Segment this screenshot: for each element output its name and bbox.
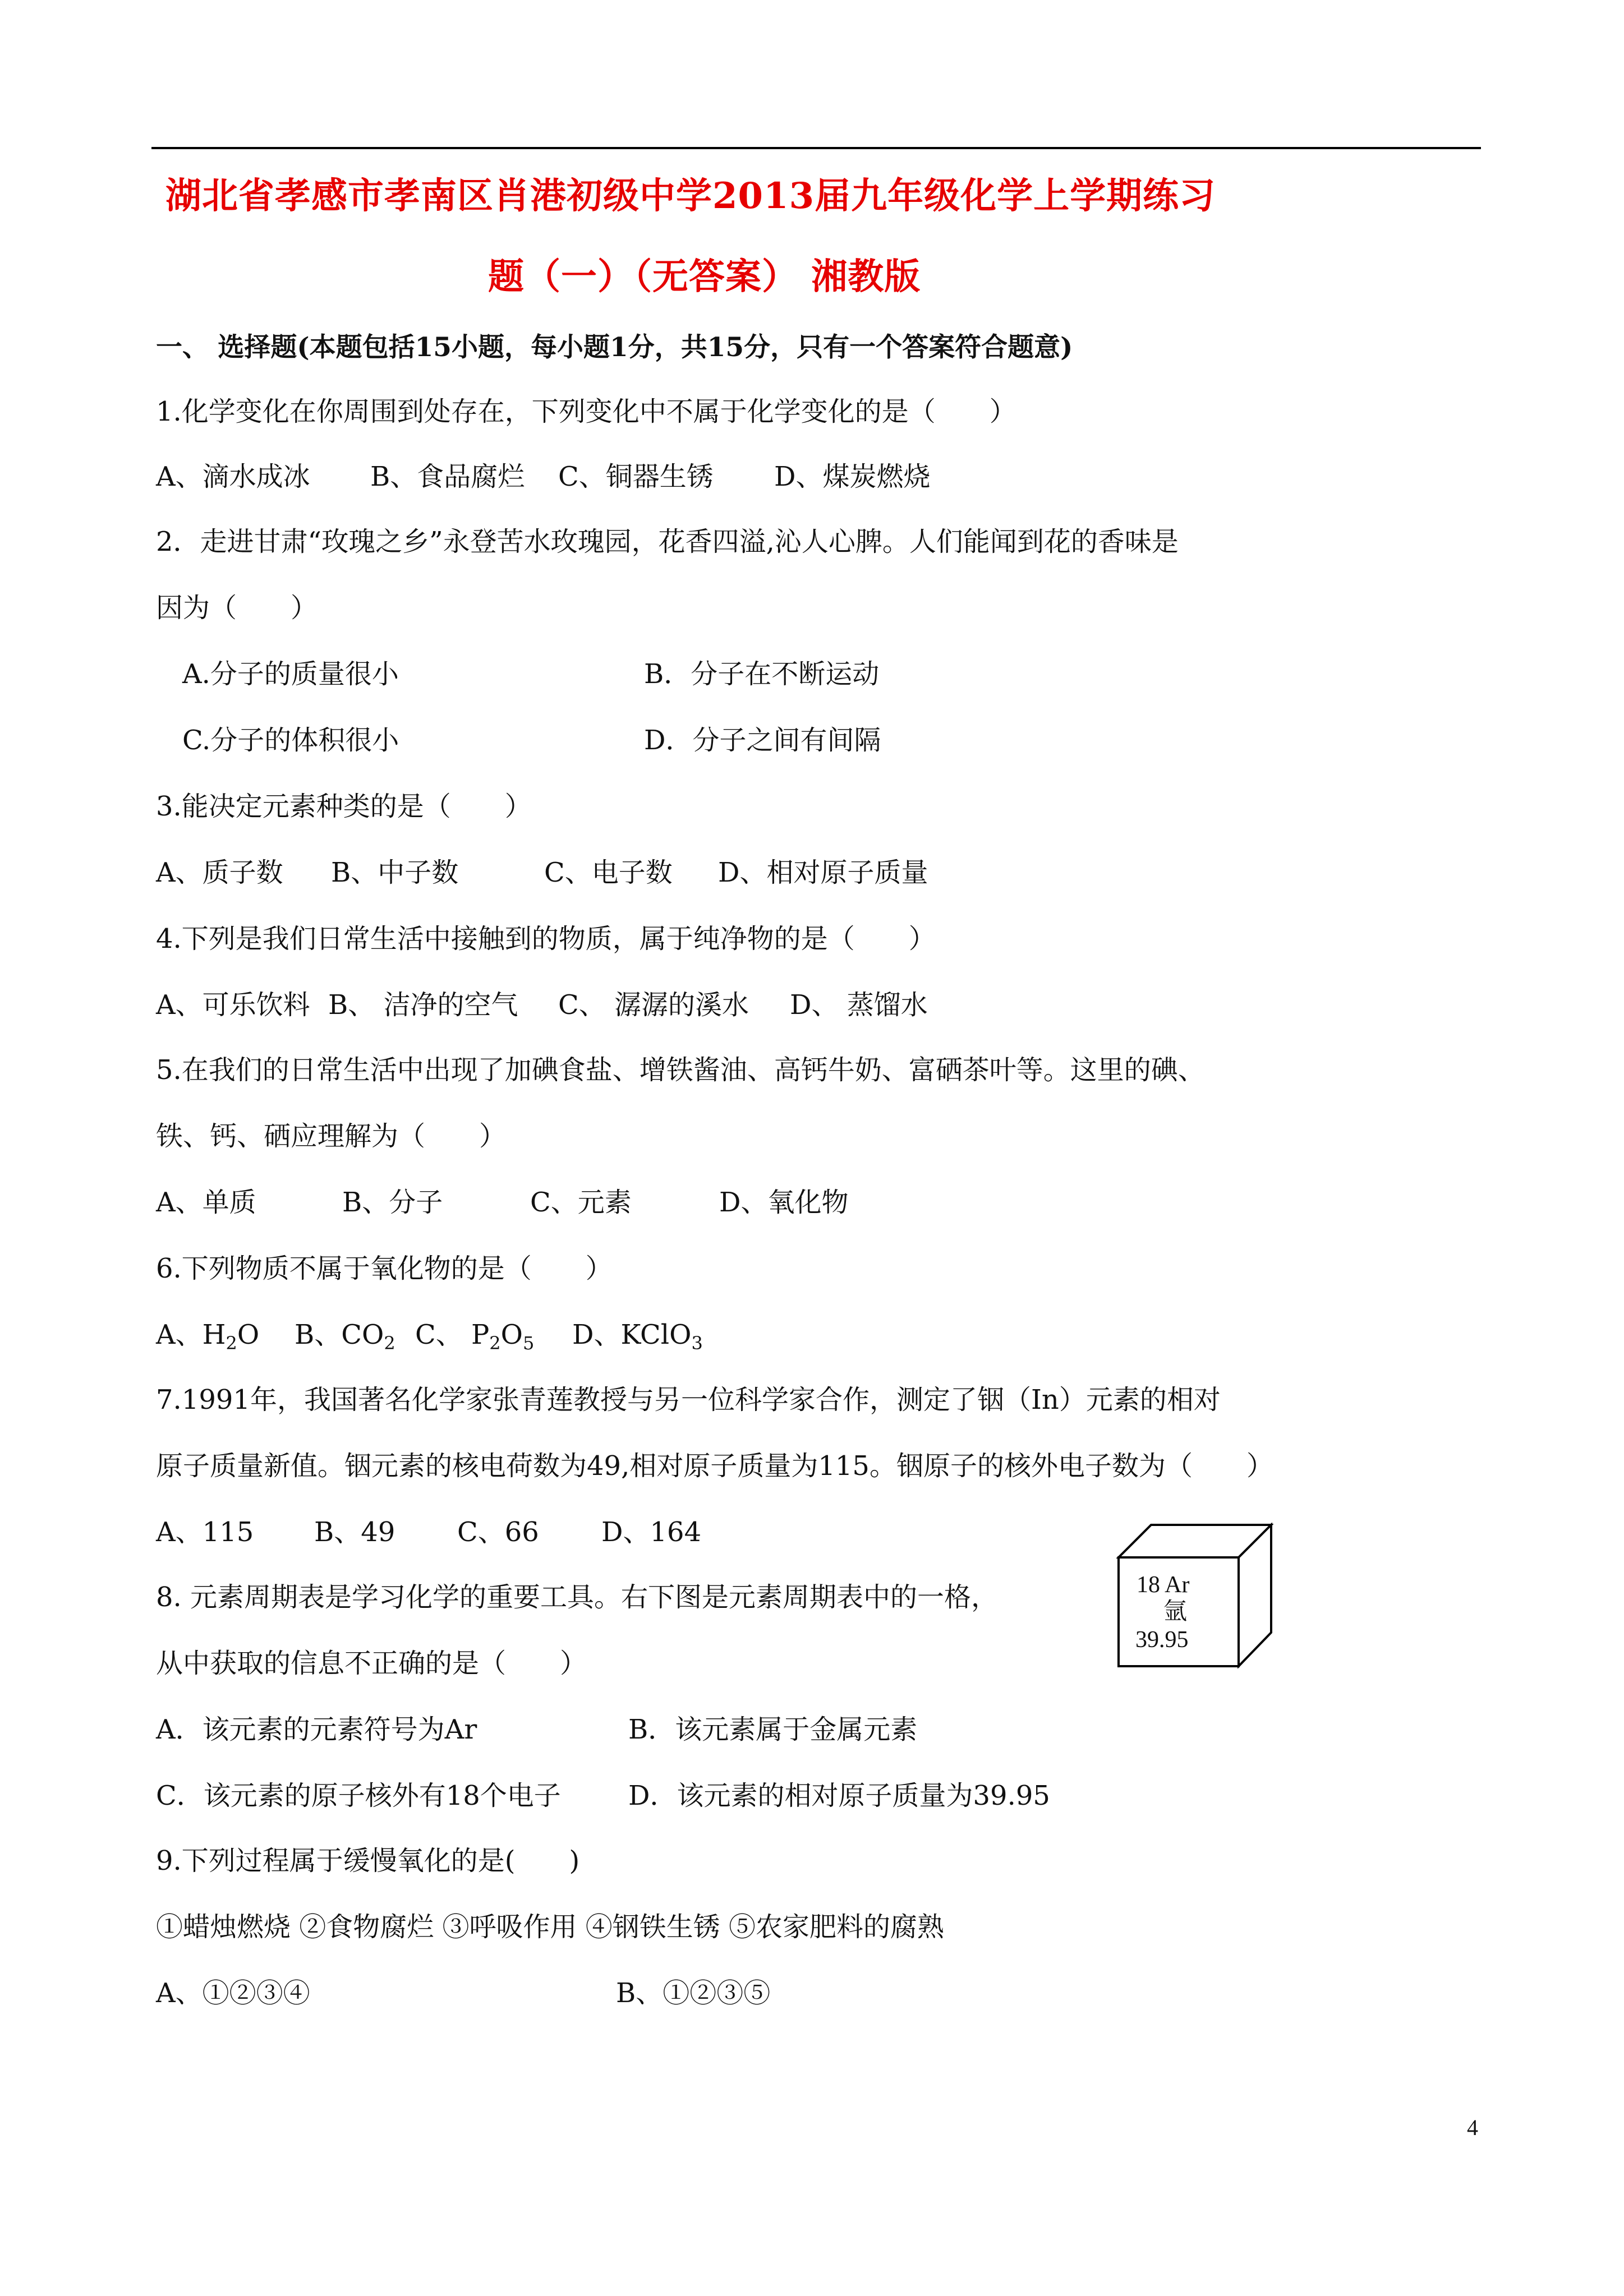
- question-3-option-d: D、相对原子质量: [718, 857, 928, 888]
- question-6-option-b: B、$CO_2$: [295, 1319, 395, 1354]
- periodic-table-cell: [1116, 1523, 1273, 1668]
- section-heading: 一、 选择题(本题包括15小题，每小题1分，共15分，只有一个答案符合题意): [156, 332, 1073, 363]
- question-2-option-c: C.分子的体积很小: [182, 725, 399, 756]
- question-6-option-c: C、 $P_2O_5$: [415, 1319, 535, 1354]
- question-2-option-b: B．分子在不断运动: [644, 658, 880, 690]
- question-7-stem-1: 7.1991年，我国著名化学家张青莲教授与另一位科学家合作，测定了铟（In）元素的相对: [156, 1384, 1221, 1416]
- question-9-stem: 9.下列过程属于缓慢氧化的是( ): [156, 1845, 580, 1877]
- question-8-option-c: C．该元素的原子核外有18个电子: [156, 1780, 561, 1811]
- question-5-stem-1: 5.在我们的日常生活中出现了加碘食盐、增铁酱油、高钙牛奶、富硒茶叶等。这里的碘、: [156, 1054, 1205, 1086]
- page-number: 4: [1467, 2115, 1478, 2140]
- question-7-option-d: D、164: [601, 1516, 702, 1548]
- question-5-option-d: D、氧化物: [719, 1187, 849, 1218]
- question-1-stem: 1.化学变化在你周围到处存在，下列变化中不属于化学变化的是（ ）: [156, 396, 1016, 427]
- question-4-option-a: A、可乐饮料: [156, 989, 310, 1021]
- question-1-option-c: C、铜器生锈: [558, 461, 714, 492]
- question-3-option-a: A、质子数: [156, 857, 283, 888]
- question-5-option-b: B、分子: [342, 1187, 443, 1218]
- title-line-1: 湖北省孝感市孝南区肖港初级中学2013届九年级化学上学期练习: [165, 175, 1216, 217]
- question-4-stem: 4.下列是我们日常生活中接触到的物质，属于纯净物的是（ ）: [156, 923, 936, 955]
- question-5-option-c: C、元素: [530, 1187, 632, 1218]
- question-1-option-d: D、煤炭燃烧: [774, 461, 931, 492]
- question-2-stem-2: 因为（ ）: [156, 592, 318, 624]
- cell-element-name: 氩: [1163, 1599, 1188, 1625]
- question-3-option-b: B、中子数: [331, 857, 459, 888]
- question-2-option-d: D．分子之间有间隔: [644, 725, 881, 756]
- question-6-option-d: D、KClO$_3$: [572, 1319, 703, 1354]
- question-6-stem: 6.下列物质不属于氧化物的是（ ）: [156, 1253, 613, 1284]
- question-1-option-b: B、食品腐烂: [370, 461, 525, 492]
- question-5-option-a: A、单质: [156, 1187, 256, 1218]
- title-line-2: 题（一）（无答案） 湘教版: [488, 256, 921, 298]
- question-8-option-a: A．该元素的元素符号为Ar: [156, 1714, 477, 1745]
- question-6-option-a: A、$H_2O$: [156, 1319, 260, 1354]
- header-rule: [151, 147, 1481, 149]
- question-7-option-c: C、66: [457, 1516, 539, 1548]
- question-5-stem-2: 铁、钙、硒应理解为（ ）: [156, 1121, 507, 1152]
- question-8-stem-2: 从中获取的信息不正确的是（ ）: [156, 1648, 587, 1679]
- question-9-option-a: A、①②③④: [156, 1977, 310, 2009]
- question-9-option-b: B、①②③⑤: [616, 1977, 771, 2009]
- question-4-option-d: D、 蒸馏水: [790, 989, 928, 1021]
- question-2-stem-1: 2．走进甘肃“玫瑰之乡”永登苦水玫瑰园，花香四溢,沁人心脾。人们能闻到花的香味是: [156, 526, 1179, 557]
- cell-atomic-mass: 39.95: [1135, 1627, 1189, 1653]
- question-7-stem-2: 原子质量新值。铟元素的核电荷数为49,相对原子质量为115。铟原子的核外电子数为（ ）: [156, 1450, 1273, 1482]
- question-8-option-b: B．该元素属于金属元素: [628, 1714, 918, 1745]
- question-3-option-c: C、电子数: [544, 857, 673, 888]
- question-1-option-a: A、滴水成冰: [156, 461, 310, 492]
- question-7-option-a: A、115: [156, 1516, 254, 1548]
- question-4-option-c: C、 潺潺的溪水: [558, 989, 749, 1021]
- question-8-stem-1: 8. 元素周期表是学习化学的重要工具。右下图是元素周期表中的一格，: [156, 1582, 999, 1613]
- question-2-option-a: A.分子的质量很小: [182, 658, 399, 690]
- question-3-stem: 3.能决定元素种类的是（ ）: [156, 791, 532, 822]
- question-9-items: ①蜡烛燃烧 ②食物腐烂 ③呼吸作用 ④钢铁生锈 ⑤农家肥料的腐熟: [156, 1911, 945, 1943]
- question-7-option-b: B、49: [314, 1516, 395, 1548]
- question-8-option-d: D．该元素的相对原子质量为39.95: [628, 1780, 1050, 1811]
- cell-number-symbol: 18 Ar: [1137, 1572, 1190, 1598]
- question-4-option-b: B、 洁净的空气: [328, 989, 518, 1021]
